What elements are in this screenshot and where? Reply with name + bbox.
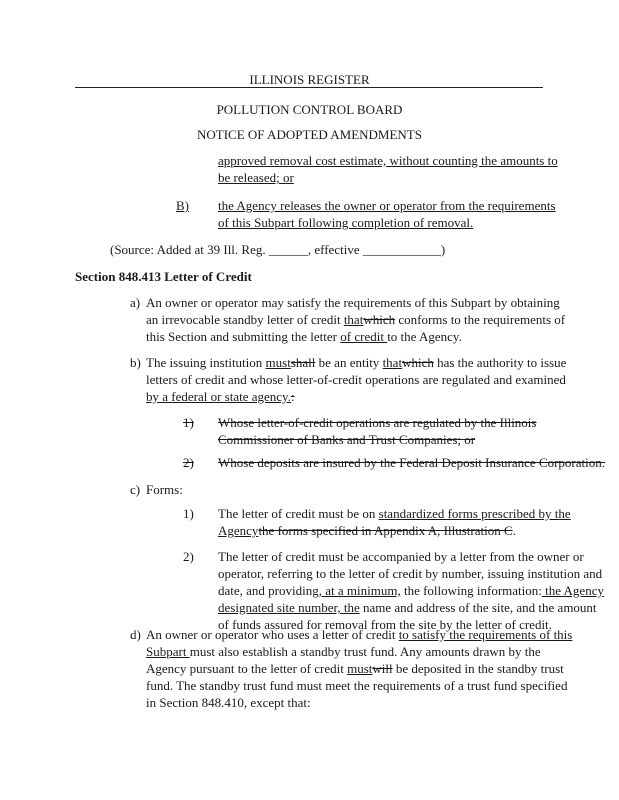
text-line	[218, 169, 558, 186]
inserted-text: the Agency releases the owner or operator from the requirements	[218, 198, 556, 213]
inserted-text: must	[347, 661, 373, 676]
text-line	[146, 294, 565, 311]
source-note	[110, 241, 445, 258]
inserted-text: designated site number, the	[218, 600, 360, 615]
text-line	[218, 414, 536, 431]
text-segment: name and address of the site, and the amount	[359, 600, 597, 615]
inserted-text: to satisfy the requirements of this	[398, 627, 573, 642]
subsection-c2-text	[218, 548, 604, 633]
inserted-text: , at a minimum,	[318, 583, 401, 598]
text-line	[75, 268, 252, 285]
text-line	[218, 505, 571, 522]
header-rule	[75, 87, 543, 88]
text-line	[218, 522, 571, 539]
text-line	[110, 241, 445, 258]
text-line	[146, 311, 565, 328]
text-segment: The issuing institution	[146, 355, 266, 370]
text-segment: Agency pursuant to the letter of credit	[146, 661, 348, 676]
text-line	[146, 677, 572, 694]
text-segment: be deposited in the standby trust	[392, 661, 564, 676]
item-label: 2)	[183, 455, 194, 470]
deleted-text: which	[363, 312, 396, 327]
text-line	[146, 481, 183, 498]
text-segment: date, and providing	[218, 583, 319, 598]
deleted-text: :	[290, 389, 295, 404]
section-heading	[75, 268, 252, 285]
text-line	[146, 388, 566, 405]
text-segment: Section 848.413 Letter of Credit	[75, 269, 252, 284]
subsection-c1-text	[218, 505, 571, 539]
inserted-text: of credit	[340, 329, 388, 344]
inserted-text: approved removal cost estimate, without counting the amounts to	[218, 153, 558, 168]
inserted-text: that	[382, 355, 403, 370]
text-segment: .	[512, 523, 516, 538]
text-segment: of funds assured for removal from the site by the letter of credit.	[218, 617, 552, 632]
text-segment: conforms to the requirements of	[395, 312, 566, 327]
text-segment: operator, referring to the letter of credit by number, issuing institution and	[218, 566, 603, 581]
item-label: 2)	[183, 549, 194, 564]
text-line	[218, 454, 605, 471]
continued-text	[218, 152, 558, 186]
text-line	[146, 328, 565, 345]
text-segment: in Section 848.410, except that:	[146, 695, 311, 710]
text-segment: must also establish a standby trust fund. Any amounts drawn by the	[189, 644, 541, 659]
text-line	[218, 214, 556, 231]
text-segment: Forms:	[146, 482, 183, 497]
subsection-a-text	[146, 294, 565, 345]
text-line	[146, 626, 572, 643]
text-segment: letters of credit and whose letter-of-credit operations are regulated and examined	[146, 372, 566, 387]
text-line	[218, 582, 604, 599]
subsection-d-text	[146, 626, 572, 711]
text-segment: be an entity	[315, 355, 383, 370]
text-line	[218, 548, 604, 565]
inserted-text: must	[265, 355, 291, 370]
notice-title: NOTICE OF ADOPTED AMENDMENTS	[197, 127, 422, 142]
deleted-text: shall	[290, 355, 316, 370]
text-segment: to the Agency.	[387, 329, 462, 344]
text-segment: this Section and submitting the letter	[146, 329, 341, 344]
inserted-text: Subpart	[146, 644, 190, 659]
register-title: ILLINOIS REGISTER	[249, 72, 370, 87]
inserted-text: of this Subpart following completion of removal.	[218, 215, 474, 230]
inserted-text: the Agency	[541, 583, 604, 598]
item-label: 1)	[183, 506, 194, 521]
deleted-text: the forms specified in Appendix A, Illustration C	[258, 523, 513, 538]
board-title: POLLUTION CONTROL BOARD	[216, 102, 403, 117]
subsection-b-text	[146, 354, 566, 405]
text-line	[146, 354, 566, 371]
deleted-text: Whose deposits are insured by the Federal Deposit Insurance Corporation.	[218, 455, 606, 470]
inserted-text: that	[343, 312, 364, 327]
subsection-b1-text	[218, 414, 536, 448]
text-line	[218, 197, 556, 214]
item-label: d)	[130, 627, 141, 642]
item-B-text	[218, 197, 556, 231]
deleted-text: which	[402, 355, 434, 370]
item-label: 1)	[183, 415, 194, 430]
text-segment: An owner or operator may satisfy the requirements of this Subpart by obtaining	[146, 295, 560, 310]
inserted-text: be released; or	[218, 170, 294, 185]
text-line	[218, 599, 604, 616]
deleted-text: will	[372, 661, 393, 676]
text-line	[146, 660, 572, 677]
text-segment: has the authority to issue	[433, 355, 567, 370]
text-segment: fund. The standby trust fund must meet the requirements of a trust fund specified	[146, 678, 568, 693]
text-line	[146, 694, 572, 711]
item-label: a)	[130, 295, 141, 310]
subsection-b2-text	[218, 454, 605, 471]
text-line	[218, 565, 604, 582]
text-line	[146, 643, 572, 660]
text-line	[146, 371, 566, 388]
text-segment: An owner or operator who uses a letter of credit	[146, 627, 399, 642]
item-label: b)	[130, 355, 141, 370]
deleted-text: Commissioner of Banks and Trust Companies; or	[218, 432, 476, 447]
text-segment: The letter of credit must be accompanied by a letter from the owner or	[218, 549, 584, 564]
inserted-text: by a federal or state agency.	[146, 389, 291, 404]
text-segment: (Source: Added at 39 Ill. Reg. ______, effective ____________)	[110, 242, 446, 257]
item-label: c)	[130, 482, 141, 497]
text-line	[218, 152, 558, 169]
text-segment: The letter of credit must be on	[218, 506, 379, 521]
text-segment: the following information:	[400, 583, 542, 598]
inserted-text: standardized forms prescribed by the	[378, 506, 571, 521]
deleted-text: Whose letter-of-credit operations are regulated by the Illinois	[218, 415, 537, 430]
item-label: B)	[176, 198, 189, 213]
text-line	[218, 431, 536, 448]
inserted-text: Agency	[218, 523, 259, 538]
text-segment: an irrevocable standby letter of credit	[146, 312, 344, 327]
subsection-c-text	[146, 481, 183, 498]
